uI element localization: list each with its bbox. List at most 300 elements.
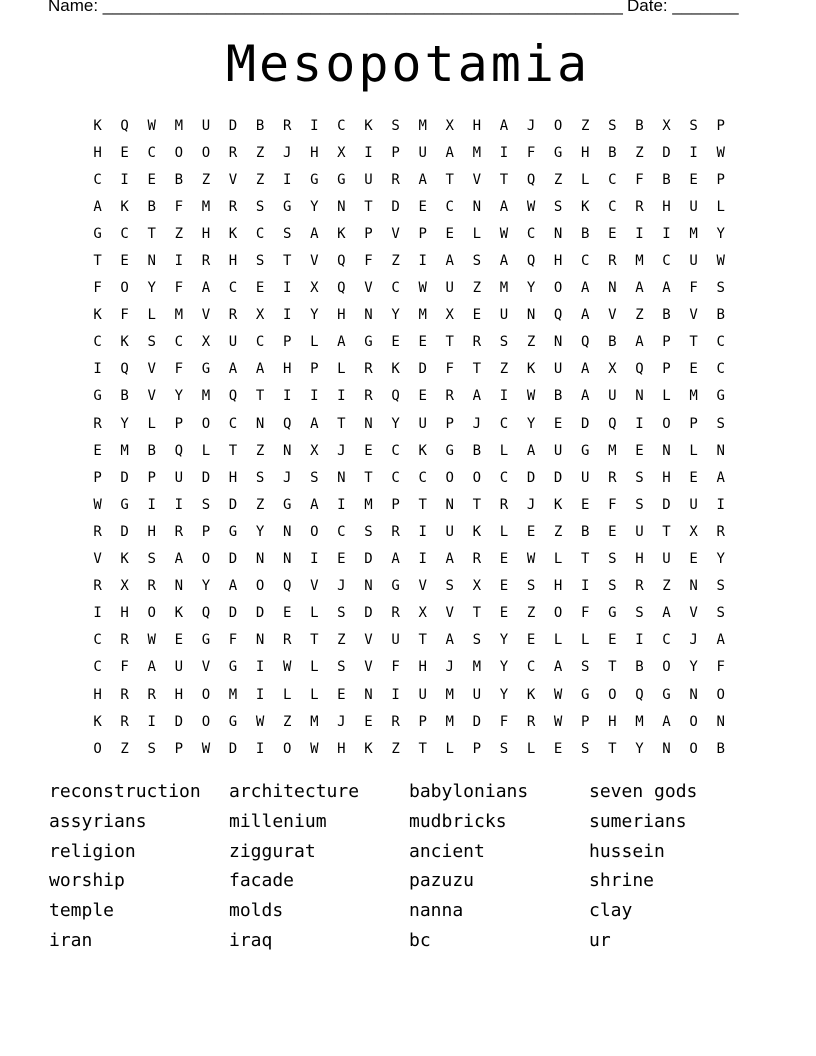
grid-letter: R bbox=[635, 198, 644, 215]
grid-letter: E bbox=[282, 605, 292, 622]
grid-letter: U bbox=[472, 686, 482, 703]
grid-letter: Z bbox=[337, 632, 346, 649]
grid-letter: E bbox=[391, 334, 400, 351]
grid-letter: G bbox=[391, 578, 400, 595]
word-bank-item: shrine bbox=[589, 870, 655, 892]
word-bank-item: ancient bbox=[409, 840, 485, 862]
grid-letter: O bbox=[93, 740, 102, 757]
grid-letter: E bbox=[608, 225, 617, 242]
grid-letter: R bbox=[364, 388, 373, 405]
grid-letter: G bbox=[282, 198, 292, 215]
grid-letter: A bbox=[228, 578, 238, 595]
grid-letter: I bbox=[255, 740, 265, 757]
grid-letter: M bbox=[635, 253, 644, 270]
grid-letter: C bbox=[445, 198, 454, 215]
grid-letter: R bbox=[147, 578, 156, 595]
grid-letter: Z bbox=[662, 578, 671, 595]
grid-letter: U bbox=[418, 415, 427, 432]
grid-letter: J bbox=[282, 469, 292, 486]
grid-letter: W bbox=[499, 225, 509, 242]
grid-letter: Z bbox=[472, 280, 482, 297]
grid-letter: M bbox=[608, 442, 617, 459]
grid-letter: H bbox=[201, 225, 211, 242]
grid-letter: P bbox=[147, 469, 156, 486]
grid-letter: N bbox=[255, 551, 265, 568]
grid-letter: N bbox=[282, 551, 292, 568]
grid-letter: Z bbox=[255, 144, 265, 161]
grid-letter: J bbox=[282, 144, 292, 161]
grid-letter: L bbox=[445, 740, 454, 757]
grid-letter: N bbox=[147, 253, 156, 270]
grid-letter: W bbox=[716, 253, 725, 270]
grid-letter: D bbox=[472, 713, 482, 730]
word-bank-item: worship bbox=[49, 870, 125, 892]
grid-letter: D bbox=[418, 361, 427, 378]
grid-letter: C bbox=[93, 334, 102, 351]
grid-letter: T bbox=[472, 496, 482, 513]
grid-letter: E bbox=[499, 551, 509, 568]
grid-letter: T bbox=[93, 253, 102, 270]
grid-letter: O bbox=[716, 686, 725, 703]
grid-letter: V bbox=[201, 659, 211, 676]
grid-row bbox=[84, 112, 734, 139]
grid-letter: E bbox=[689, 171, 698, 188]
grid-letter: P bbox=[662, 361, 671, 378]
grid-letter: Q bbox=[282, 415, 292, 432]
grid-letter: E bbox=[553, 740, 563, 757]
grid-letter: B bbox=[716, 740, 725, 757]
grid-letter: Z bbox=[526, 334, 536, 351]
grid-letter: T bbox=[445, 334, 454, 351]
grid-letter: V bbox=[418, 578, 427, 595]
grid-letter: N bbox=[364, 307, 373, 324]
grid-letter: D bbox=[174, 713, 184, 730]
grid-letter: G bbox=[93, 388, 102, 405]
grid-letter: W bbox=[553, 686, 563, 703]
grid-letter: A bbox=[526, 442, 536, 459]
grid-letter: C bbox=[93, 171, 102, 188]
grid-letter: D bbox=[553, 469, 563, 486]
grid-letter: R bbox=[120, 632, 129, 649]
grid-letter: N bbox=[716, 442, 725, 459]
grid-letter: O bbox=[201, 713, 211, 730]
grid-letter: P bbox=[445, 415, 454, 432]
grid-letter: U bbox=[418, 144, 427, 161]
grid-letter: H bbox=[174, 686, 184, 703]
grid-letter: E bbox=[418, 334, 427, 351]
grid-letter: F bbox=[445, 361, 454, 378]
header bbox=[48, 0, 748, 20]
grid-letter: T bbox=[418, 740, 427, 757]
grid-letter: I bbox=[337, 496, 346, 513]
grid-letter: T bbox=[499, 171, 509, 188]
grid-letter: H bbox=[662, 198, 671, 215]
grid-letter: I bbox=[689, 144, 698, 161]
grid-letter: F bbox=[120, 659, 129, 676]
grid-letter: Z bbox=[391, 253, 400, 270]
grid-letter: W bbox=[553, 713, 563, 730]
grid-letter: W bbox=[418, 280, 427, 297]
word-bank-item: nanna bbox=[409, 900, 464, 922]
grid-letter: W bbox=[147, 117, 156, 134]
grid-letter: A bbox=[716, 469, 725, 486]
grid-letter: T bbox=[418, 632, 427, 649]
grid-letter: G bbox=[716, 388, 725, 405]
grid-letter: P bbox=[716, 171, 725, 188]
grid-letter: N bbox=[255, 632, 265, 649]
grid-letter: Y bbox=[716, 551, 725, 568]
grid-letter: V bbox=[147, 361, 156, 378]
grid-letter: T bbox=[255, 388, 265, 405]
grid-letter: U bbox=[689, 496, 698, 513]
grid-letter: M bbox=[228, 686, 238, 703]
grid-letter: X bbox=[310, 280, 319, 297]
grid-letter: N bbox=[553, 225, 563, 242]
grid-letter: O bbox=[310, 523, 319, 540]
grid-letter: S bbox=[310, 469, 319, 486]
grid-letter: O bbox=[662, 415, 671, 432]
word-bank-item: architecture bbox=[229, 781, 360, 802]
grid-row bbox=[84, 546, 734, 573]
grid-letter: A bbox=[581, 388, 590, 405]
grid-letter: C bbox=[608, 171, 617, 188]
grid-row bbox=[84, 356, 734, 383]
grid-letter: X bbox=[255, 307, 265, 324]
grid-letter: A bbox=[499, 198, 509, 215]
grid-letter: Z bbox=[391, 740, 400, 757]
grid-letter: V bbox=[445, 605, 454, 622]
grid-letter: O bbox=[553, 117, 563, 134]
grid-letter: E bbox=[364, 713, 373, 730]
grid-letter: M bbox=[689, 388, 698, 405]
grid-letter: S bbox=[201, 496, 211, 513]
grid-letter: P bbox=[201, 523, 211, 540]
grid-letter: H bbox=[608, 713, 617, 730]
grid-letter: Y bbox=[310, 307, 319, 324]
grid-letter: P bbox=[310, 361, 319, 378]
word-bank bbox=[49, 780, 769, 959]
grid-letter: K bbox=[581, 198, 590, 215]
grid-letter: U bbox=[662, 551, 671, 568]
grid-letter: B bbox=[174, 171, 184, 188]
grid-letter: X bbox=[662, 117, 671, 134]
grid-letter: P bbox=[418, 225, 427, 242]
grid-letter: Y bbox=[499, 686, 509, 703]
grid-letter: C bbox=[391, 280, 400, 297]
grid-letter: D bbox=[228, 605, 238, 622]
grid-letter: K bbox=[120, 198, 129, 215]
grid-letter: T bbox=[445, 171, 454, 188]
grid-letter: P bbox=[418, 713, 427, 730]
grid-letter: A bbox=[174, 551, 184, 568]
grid-letter: C bbox=[391, 469, 400, 486]
grid-letter: W bbox=[93, 496, 102, 513]
grid-letter: S bbox=[337, 659, 346, 676]
grid-letter: D bbox=[364, 605, 373, 622]
grid-letter: N bbox=[553, 334, 563, 351]
grid-letter: U bbox=[445, 523, 454, 540]
grid-letter: F bbox=[526, 144, 536, 161]
grid-letter: N bbox=[716, 713, 725, 730]
grid-letter: Q bbox=[337, 253, 346, 270]
grid-letter: Q bbox=[608, 415, 617, 432]
grid-letter: P bbox=[174, 740, 184, 757]
grid-letter: O bbox=[282, 740, 292, 757]
grid-letter: S bbox=[553, 198, 563, 215]
grid-letter: R bbox=[228, 307, 238, 324]
grid-letter: Z bbox=[255, 442, 265, 459]
grid-letter: H bbox=[337, 307, 346, 324]
grid-letter: C bbox=[716, 361, 725, 378]
word-bank-item: temple bbox=[49, 900, 115, 922]
grid-letter: J bbox=[337, 442, 346, 459]
grid-letter: I bbox=[93, 361, 102, 378]
grid-letter: A bbox=[445, 253, 454, 270]
grid-letter: E bbox=[255, 280, 265, 297]
grid-letter: S bbox=[255, 469, 265, 486]
grid-letter: C bbox=[337, 117, 346, 134]
grid-letter: P bbox=[282, 334, 292, 351]
grid-letter: N bbox=[282, 523, 292, 540]
grid-letter: L bbox=[499, 442, 509, 459]
grid-letter: S bbox=[472, 632, 482, 649]
grid-letter: I bbox=[174, 253, 184, 270]
grid-letter: C bbox=[147, 144, 156, 161]
grid-letter: F bbox=[364, 253, 373, 270]
grid-letter: A bbox=[147, 659, 156, 676]
grid-row bbox=[84, 654, 734, 681]
grid-letter: F bbox=[174, 280, 184, 297]
grid-letter: I bbox=[418, 253, 427, 270]
grid-letter: T bbox=[337, 415, 346, 432]
grid-letter: B bbox=[472, 442, 482, 459]
grid-letter: R bbox=[472, 334, 482, 351]
grid-letter: A bbox=[93, 198, 102, 215]
word-bank-item: iraq bbox=[229, 929, 273, 951]
grid-letter: K bbox=[120, 551, 129, 568]
grid-letter: S bbox=[716, 280, 725, 297]
grid-letter: Z bbox=[526, 605, 536, 622]
grid-letter: K bbox=[93, 713, 102, 730]
grid-letter: G bbox=[662, 686, 671, 703]
grid-letter: G bbox=[201, 361, 211, 378]
grid-row bbox=[84, 139, 734, 166]
grid-letter: O bbox=[174, 144, 184, 161]
word-bank-item: mudbricks bbox=[409, 810, 507, 832]
grid-letter: A bbox=[391, 551, 400, 568]
grid-letter: X bbox=[310, 442, 319, 459]
word-bank-item: ur bbox=[589, 929, 611, 951]
grid-letter: U bbox=[553, 442, 563, 459]
grid-letter: J bbox=[337, 713, 346, 730]
grid-letter: C bbox=[228, 415, 238, 432]
grid-letter: K bbox=[93, 117, 102, 134]
grid-letter: U bbox=[174, 659, 184, 676]
grid-letter: C bbox=[337, 523, 346, 540]
grid-letter: I bbox=[364, 144, 373, 161]
grid-letter: M bbox=[445, 686, 454, 703]
grid-letter: S bbox=[147, 551, 156, 568]
grid-letter: S bbox=[716, 578, 725, 595]
grid-letter: V bbox=[689, 605, 698, 622]
grid-letter: T bbox=[418, 496, 427, 513]
grid-letter: E bbox=[526, 523, 536, 540]
grid-letter: O bbox=[689, 713, 698, 730]
grid-letter: N bbox=[662, 442, 671, 459]
grid-row bbox=[84, 708, 734, 735]
grid-letter: G bbox=[228, 523, 238, 540]
grid-row bbox=[84, 491, 734, 518]
grid-letter: F bbox=[499, 713, 509, 730]
grid-letter: N bbox=[608, 280, 617, 297]
grid-letter: C bbox=[174, 334, 184, 351]
grid-letter: N bbox=[337, 198, 346, 215]
grid-letter: B bbox=[635, 659, 644, 676]
grid-letter: Y bbox=[255, 523, 265, 540]
grid-letter: C bbox=[526, 659, 536, 676]
grid-letter: G bbox=[93, 225, 102, 242]
grid-letter: R bbox=[608, 469, 617, 486]
grid-letter: I bbox=[418, 551, 427, 568]
letter-grid bbox=[84, 112, 734, 762]
grid-letter: D bbox=[120, 469, 129, 486]
grid-letter: F bbox=[174, 198, 184, 215]
grid-letter: K bbox=[391, 361, 400, 378]
grid-letter: L bbox=[201, 442, 211, 459]
word-bank-item: reconstruction bbox=[49, 781, 201, 802]
grid-letter: J bbox=[526, 117, 536, 134]
grid-letter: E bbox=[608, 523, 617, 540]
grid-letter: A bbox=[581, 307, 590, 324]
grid-letter: F bbox=[391, 659, 400, 676]
grid-letter: O bbox=[553, 605, 563, 622]
grid-letter: P bbox=[364, 225, 373, 242]
grid-letter: Y bbox=[526, 280, 536, 297]
grid-letter: H bbox=[553, 578, 563, 595]
grid-letter: R bbox=[282, 632, 292, 649]
grid-letter: T bbox=[581, 551, 590, 568]
grid-letter: T bbox=[472, 605, 482, 622]
grid-letter: R bbox=[526, 713, 536, 730]
grid-letter: G bbox=[201, 632, 211, 649]
grid-letter: P bbox=[174, 415, 184, 432]
grid-letter: G bbox=[228, 713, 238, 730]
grid-letter: R bbox=[499, 496, 509, 513]
grid-letter: A bbox=[310, 225, 319, 242]
grid-letter: N bbox=[635, 388, 644, 405]
grid-letter: I bbox=[337, 388, 346, 405]
grid-letter: O bbox=[201, 144, 211, 161]
grid-letter: B bbox=[581, 225, 590, 242]
grid-letter: I bbox=[255, 659, 265, 676]
grid-letter: O bbox=[201, 686, 211, 703]
grid-letter: S bbox=[608, 117, 617, 134]
grid-letter: Q bbox=[581, 334, 590, 351]
grid-letter: O bbox=[662, 659, 671, 676]
grid-row bbox=[84, 573, 734, 600]
grid-letter: U bbox=[635, 523, 644, 540]
grid-letter: S bbox=[364, 523, 373, 540]
grid-letter: E bbox=[472, 307, 482, 324]
grid-letter: F bbox=[689, 280, 698, 297]
grid-letter: K bbox=[526, 361, 536, 378]
grid-letter: B bbox=[553, 388, 563, 405]
grid-letter: C bbox=[499, 415, 509, 432]
grid-letter: G bbox=[364, 334, 373, 351]
grid-letter: L bbox=[526, 740, 536, 757]
grid-letter: D bbox=[255, 605, 265, 622]
grid-letter: L bbox=[337, 361, 346, 378]
grid-letter: Z bbox=[581, 117, 590, 134]
word-bank-item: hussein bbox=[589, 840, 665, 862]
grid-letter: Z bbox=[635, 144, 644, 161]
grid-letter: E bbox=[689, 361, 698, 378]
grid-letter: M bbox=[635, 713, 644, 730]
grid-letter: L bbox=[716, 198, 725, 215]
grid-letter: B bbox=[662, 307, 671, 324]
grid-letter: J bbox=[689, 632, 698, 649]
grid-letter: A bbox=[635, 280, 644, 297]
grid-row bbox=[84, 329, 734, 356]
grid-letter: D bbox=[526, 469, 536, 486]
grid-letter: L bbox=[310, 686, 319, 703]
grid-letter: Y bbox=[635, 740, 644, 757]
grid-row bbox=[84, 681, 734, 708]
grid-letter: D bbox=[228, 740, 238, 757]
grid-letter: T bbox=[689, 334, 698, 351]
word-bank-item: clay bbox=[589, 900, 633, 922]
grid-letter: J bbox=[472, 415, 482, 432]
grid-letter: M bbox=[201, 198, 211, 215]
grid-letter: K bbox=[337, 225, 346, 242]
grid-letter: R bbox=[364, 361, 373, 378]
grid-letter: W bbox=[201, 740, 211, 757]
grid-letter: M bbox=[472, 144, 482, 161]
grid-letter: A bbox=[581, 280, 590, 297]
grid-letter: E bbox=[418, 388, 427, 405]
grid-letter: P bbox=[93, 469, 102, 486]
grid-letter: N bbox=[174, 578, 184, 595]
grid-letter: E bbox=[499, 578, 509, 595]
grid-letter: Y bbox=[391, 415, 400, 432]
grid-letter: O bbox=[255, 578, 265, 595]
grid-letter: I bbox=[635, 632, 644, 649]
grid-letter: I bbox=[310, 388, 319, 405]
grid-letter: Y bbox=[526, 415, 536, 432]
grid-letter: S bbox=[147, 740, 156, 757]
grid-letter: H bbox=[93, 144, 102, 161]
grid-letter: Z bbox=[635, 307, 644, 324]
grid-row bbox=[84, 437, 734, 464]
grid-letter: H bbox=[228, 469, 238, 486]
grid-letter: K bbox=[228, 225, 238, 242]
grid-letter: U bbox=[553, 361, 563, 378]
grid-letter: M bbox=[472, 659, 482, 676]
name-field: Name: _______________________________________________________ bbox=[48, 0, 623, 15]
grid-letter: I bbox=[310, 117, 319, 134]
word-bank-item: assyrians bbox=[49, 810, 147, 832]
grid-letter: K bbox=[418, 442, 427, 459]
grid-letter: R bbox=[608, 253, 617, 270]
grid-letter: I bbox=[499, 388, 509, 405]
grid-letter: T bbox=[364, 198, 373, 215]
grid-letter: R bbox=[228, 144, 238, 161]
grid-letter: N bbox=[364, 686, 373, 703]
grid-letter: A bbox=[499, 117, 509, 134]
grid-letter: A bbox=[716, 632, 725, 649]
grid-letter: X bbox=[418, 605, 427, 622]
grid-letter: N bbox=[526, 307, 536, 324]
